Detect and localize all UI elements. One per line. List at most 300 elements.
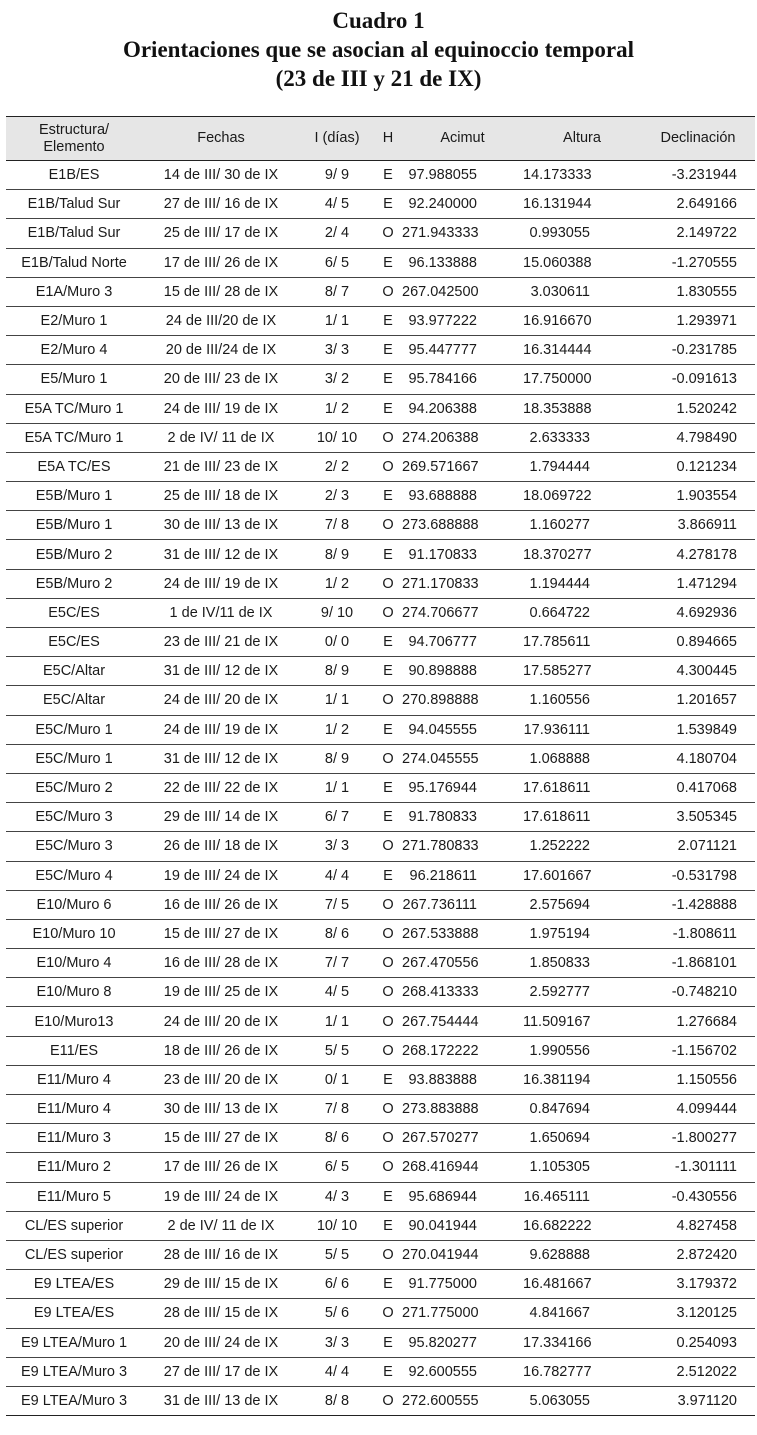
- table-row: [6, 540, 755, 569]
- cell-estructura: E5B/Muro 1: [6, 511, 142, 540]
- cell-acimut: 93.688888: [402, 482, 523, 511]
- cell-fechas: 24 de III/20 de IX: [142, 306, 300, 335]
- table-row: [6, 248, 755, 277]
- cell-acimut: 270.041944: [402, 1240, 523, 1269]
- cell-estructura: E5/Muro 1: [6, 365, 142, 394]
- cell-horizonte: E: [374, 1211, 402, 1240]
- table-row: [6, 744, 755, 773]
- cell-declinacion: -0.430556: [641, 1182, 755, 1211]
- cell-estructura: CL/ES superior: [6, 1240, 142, 1269]
- table-row: [6, 1065, 755, 1094]
- cell-acimut: 267.736111: [402, 890, 523, 919]
- cell-fechas: 18 de III/ 26 de IX: [142, 1036, 300, 1065]
- cell-fechas: 23 de III/ 20 de IX: [142, 1065, 300, 1094]
- table-row: [6, 452, 755, 481]
- cell-acimut: 93.883888: [402, 1065, 523, 1094]
- cell-declinacion: 1.903554: [641, 482, 755, 511]
- cell-intervalo: 8/ 9: [300, 744, 374, 773]
- cell-fechas: 16 de III/ 28 de IX: [142, 949, 300, 978]
- cell-estructura: E5A TC/Muro 1: [6, 394, 142, 423]
- cell-estructura: CL/ES superior: [6, 1211, 142, 1240]
- cell-declinacion: 1.201657: [641, 686, 755, 715]
- table-header: [6, 117, 755, 161]
- cell-estructura: E5B/Muro 2: [6, 569, 142, 598]
- cell-intervalo: 6/ 5: [300, 1153, 374, 1182]
- cell-declinacion: 1.471294: [641, 569, 755, 598]
- cell-altura: 0.847694: [523, 1095, 641, 1124]
- cell-altura: 1.194444: [523, 569, 641, 598]
- cell-horizonte: E: [374, 190, 402, 219]
- table-row: [6, 832, 755, 861]
- cell-declinacion: -0.531798: [641, 861, 755, 890]
- cell-estructura: E2/Muro 4: [6, 336, 142, 365]
- cell-altura: 1.975194: [523, 919, 641, 948]
- cell-acimut: 95.447777: [402, 336, 523, 365]
- cell-declinacion: -3.231944: [641, 161, 755, 190]
- table-row: [6, 1328, 755, 1357]
- table-row: [6, 657, 755, 686]
- cell-estructura: E10/Muro 6: [6, 890, 142, 919]
- cell-acimut: 95.176944: [402, 773, 523, 802]
- table-row: [6, 978, 755, 1007]
- cell-fechas: 21 de III/ 23 de IX: [142, 452, 300, 481]
- caption-title: Orientaciones que se asocian al equinoccio temporal: [122, 37, 635, 62]
- cell-acimut: 92.600555: [402, 1357, 523, 1386]
- cell-declinacion: 3.120125: [641, 1299, 755, 1328]
- cell-altura: 16.682222: [523, 1211, 641, 1240]
- cell-altura: 5.063055: [523, 1386, 641, 1415]
- cell-acimut: 271.170833: [402, 569, 523, 598]
- cell-estructura: E2/Muro 1: [6, 306, 142, 335]
- header-horizonte: H: [374, 117, 402, 161]
- cell-fechas: 20 de III/ 24 de IX: [142, 1328, 300, 1357]
- cell-altura: 1.252222: [523, 832, 641, 861]
- table-row: [6, 715, 755, 744]
- cell-fechas: 31 de III/ 12 de IX: [142, 540, 300, 569]
- cell-fechas: 20 de III/24 de IX: [142, 336, 300, 365]
- table-row: [6, 482, 755, 511]
- cell-estructura: E11/ES: [6, 1036, 142, 1065]
- cell-estructura: E5C/Muro 3: [6, 832, 142, 861]
- cell-acimut: 91.775000: [402, 1270, 523, 1299]
- cell-fechas: 16 de III/ 26 de IX: [142, 890, 300, 919]
- cell-intervalo: 4/ 3: [300, 1182, 374, 1211]
- cell-intervalo: 8/ 6: [300, 1124, 374, 1153]
- cell-fechas: 19 de III/ 24 de IX: [142, 1182, 300, 1211]
- table-row: [6, 1386, 755, 1415]
- cell-horizonte: E: [374, 803, 402, 832]
- cell-declinacion: 0.894665: [641, 628, 755, 657]
- cell-estructura: E5C/Muro 3: [6, 803, 142, 832]
- cell-horizonte: O: [374, 890, 402, 919]
- cell-altura: 18.370277: [523, 540, 641, 569]
- cell-intervalo: 7/ 5: [300, 890, 374, 919]
- cell-intervalo: 7/ 8: [300, 511, 374, 540]
- cell-intervalo: 1/ 1: [300, 686, 374, 715]
- cell-fechas: 1 de IV/11 de IX: [142, 598, 300, 627]
- cell-intervalo: 8/ 8: [300, 1386, 374, 1415]
- header-fechas: Fechas: [142, 117, 300, 161]
- cell-fechas: 14 de III/ 30 de IX: [142, 161, 300, 190]
- cell-altura: 3.030611: [523, 277, 641, 306]
- table-row: [6, 919, 755, 948]
- cell-acimut: 273.883888: [402, 1095, 523, 1124]
- cell-acimut: 271.943333: [402, 219, 523, 248]
- table-row: [6, 190, 755, 219]
- cell-declinacion: 4.278178: [641, 540, 755, 569]
- table-row: [6, 803, 755, 832]
- cell-intervalo: 9/ 9: [300, 161, 374, 190]
- cell-estructura: E5B/Muro 2: [6, 540, 142, 569]
- cell-acimut: 271.775000: [402, 1299, 523, 1328]
- caption-subtitle: (23 de III y 21 de IX): [275, 66, 482, 91]
- cell-horizonte: E: [374, 1270, 402, 1299]
- cell-acimut: 95.784166: [402, 365, 523, 394]
- cell-horizonte: O: [374, 423, 402, 452]
- cell-horizonte: E: [374, 248, 402, 277]
- cell-acimut: 95.686944: [402, 1182, 523, 1211]
- cell-altura: 1.105305: [523, 1153, 641, 1182]
- cell-altura: 4.841667: [523, 1299, 641, 1328]
- cell-acimut: 272.600555: [402, 1386, 523, 1415]
- cell-intervalo: 7/ 7: [300, 949, 374, 978]
- cell-intervalo: 10/ 10: [300, 423, 374, 452]
- table-row: [6, 365, 755, 394]
- cell-intervalo: 4/ 5: [300, 978, 374, 1007]
- cell-fechas: 30 de III/ 13 de IX: [142, 511, 300, 540]
- cell-altura: 1.160556: [523, 686, 641, 715]
- cell-horizonte: E: [374, 1357, 402, 1386]
- cell-acimut: 267.570277: [402, 1124, 523, 1153]
- cell-horizonte: O: [374, 949, 402, 978]
- cell-estructura: E11/Muro 4: [6, 1065, 142, 1094]
- cell-fechas: 19 de III/ 25 de IX: [142, 978, 300, 1007]
- cell-altura: 0.993055: [523, 219, 641, 248]
- cell-intervalo: 1/ 1: [300, 773, 374, 802]
- table-row: [6, 598, 755, 627]
- cell-fechas: 17 de III/ 26 de IX: [142, 248, 300, 277]
- cell-horizonte: O: [374, 919, 402, 948]
- cell-acimut: 95.820277: [402, 1328, 523, 1357]
- cell-altura: 17.750000: [523, 365, 641, 394]
- cell-acimut: 267.042500: [402, 277, 523, 306]
- cell-fechas: 17 de III/ 26 de IX: [142, 1153, 300, 1182]
- table-row: [6, 219, 755, 248]
- cell-intervalo: 6/ 6: [300, 1270, 374, 1299]
- cell-intervalo: 3/ 2: [300, 365, 374, 394]
- cell-acimut: 96.218611: [402, 861, 523, 890]
- cell-horizonte: E: [374, 306, 402, 335]
- table-row: [6, 277, 755, 306]
- cell-intervalo: 1/ 1: [300, 306, 374, 335]
- cell-acimut: 271.780833: [402, 832, 523, 861]
- cell-declinacion: 1.830555: [641, 277, 755, 306]
- table-row: [6, 336, 755, 365]
- cell-altura: 17.936111: [523, 715, 641, 744]
- cell-intervalo: 3/ 3: [300, 1328, 374, 1357]
- cell-fechas: 27 de III/ 16 de IX: [142, 190, 300, 219]
- cell-intervalo: 4/ 4: [300, 861, 374, 890]
- cell-fechas: 28 de III/ 16 de IX: [142, 1240, 300, 1269]
- cell-declinacion: 2.071121: [641, 832, 755, 861]
- table-row: [6, 423, 755, 452]
- cell-declinacion: 2.512022: [641, 1357, 755, 1386]
- cell-declinacion: 1.539849: [641, 715, 755, 744]
- cell-estructura: E1B/Talud Norte: [6, 248, 142, 277]
- cell-horizonte: O: [374, 978, 402, 1007]
- cell-estructura: E5C/Muro 2: [6, 773, 142, 802]
- cell-fechas: 24 de III/ 20 de IX: [142, 686, 300, 715]
- cell-estructura: E9 LTEA/Muro 3: [6, 1357, 142, 1386]
- orientations-table: [6, 116, 755, 1416]
- cell-declinacion: 4.692936: [641, 598, 755, 627]
- cell-estructura: E11/Muro 2: [6, 1153, 142, 1182]
- cell-altura: 16.131944: [523, 190, 641, 219]
- cell-intervalo: 3/ 3: [300, 336, 374, 365]
- cell-altura: 16.381194: [523, 1065, 641, 1094]
- cell-acimut: 92.240000: [402, 190, 523, 219]
- cell-intervalo: 5/ 6: [300, 1299, 374, 1328]
- cell-acimut: 274.706677: [402, 598, 523, 627]
- cell-intervalo: 8/ 7: [300, 277, 374, 306]
- cell-fechas: 19 de III/ 24 de IX: [142, 861, 300, 890]
- cell-acimut: 268.172222: [402, 1036, 523, 1065]
- cell-intervalo: 0/ 0: [300, 628, 374, 657]
- cell-horizonte: O: [374, 686, 402, 715]
- table-row: [6, 1036, 755, 1065]
- table-row: [6, 569, 755, 598]
- cell-declinacion: 0.121234: [641, 452, 755, 481]
- cell-estructura: E5C/Muro 4: [6, 861, 142, 890]
- cell-altura: 18.353888: [523, 394, 641, 423]
- cell-declinacion: 4.300445: [641, 657, 755, 686]
- table-row: [6, 773, 755, 802]
- cell-horizonte: O: [374, 1036, 402, 1065]
- cell-altura: 16.465111: [523, 1182, 641, 1211]
- table-row: [6, 1153, 755, 1182]
- cell-declinacion: -0.091613: [641, 365, 755, 394]
- cell-estructura: E5C/Muro 1: [6, 715, 142, 744]
- cell-declinacion: -1.800277: [641, 1124, 755, 1153]
- cell-altura: 1.160277: [523, 511, 641, 540]
- cell-acimut: 273.688888: [402, 511, 523, 540]
- cell-horizonte: O: [374, 1386, 402, 1415]
- table-row: [6, 1007, 755, 1036]
- cell-horizonte: O: [374, 1153, 402, 1182]
- cell-fechas: 31 de III/ 12 de IX: [142, 657, 300, 686]
- cell-altura: 0.664722: [523, 598, 641, 627]
- table-caption: [0, 0, 757, 116]
- cell-estructura: E5C/Muro 1: [6, 744, 142, 773]
- cell-horizonte: O: [374, 452, 402, 481]
- cell-estructura: E11/Muro 3: [6, 1124, 142, 1153]
- cell-intervalo: 1/ 2: [300, 394, 374, 423]
- cell-declinacion: -1.270555: [641, 248, 755, 277]
- cell-declinacion: -1.808611: [641, 919, 755, 948]
- cell-horizonte: O: [374, 277, 402, 306]
- cell-altura: 11.509167: [523, 1007, 641, 1036]
- cell-altura: 1.650694: [523, 1124, 641, 1153]
- cell-intervalo: 3/ 3: [300, 832, 374, 861]
- cell-fechas: 24 de III/ 19 de IX: [142, 394, 300, 423]
- cell-declinacion: 3.866911: [641, 511, 755, 540]
- cell-altura: 16.782777: [523, 1357, 641, 1386]
- cell-fechas: 29 de III/ 14 de IX: [142, 803, 300, 832]
- cell-declinacion: 3.505345: [641, 803, 755, 832]
- cell-fechas: 20 de III/ 23 de IX: [142, 365, 300, 394]
- cell-horizonte: E: [374, 540, 402, 569]
- cell-estructura: E10/Muro13: [6, 1007, 142, 1036]
- cell-intervalo: 2/ 2: [300, 452, 374, 481]
- cell-estructura: E5C/ES: [6, 628, 142, 657]
- cell-horizonte: E: [374, 365, 402, 394]
- table-row: [6, 306, 755, 335]
- cell-horizonte: O: [374, 1240, 402, 1269]
- cell-fechas: 25 de III/ 18 de IX: [142, 482, 300, 511]
- table-row: [6, 1095, 755, 1124]
- cell-horizonte: E: [374, 482, 402, 511]
- table-row: [6, 861, 755, 890]
- cell-acimut: 94.045555: [402, 715, 523, 744]
- header-row: [6, 117, 755, 161]
- cell-intervalo: 6/ 7: [300, 803, 374, 832]
- cell-declinacion: 1.150556: [641, 1065, 755, 1094]
- cell-acimut: 94.206388: [402, 394, 523, 423]
- cell-altura: 9.628888: [523, 1240, 641, 1269]
- cell-acimut: 91.780833: [402, 803, 523, 832]
- cell-altura: 17.785611: [523, 628, 641, 657]
- cell-altura: 17.601667: [523, 861, 641, 890]
- cell-intervalo: 7/ 8: [300, 1095, 374, 1124]
- cell-intervalo: 10/ 10: [300, 1211, 374, 1240]
- table-row: [6, 949, 755, 978]
- table-row: [6, 628, 755, 657]
- cell-intervalo: 1/ 1: [300, 1007, 374, 1036]
- cell-declinacion: 4.827458: [641, 1211, 755, 1240]
- cell-altura: 16.481667: [523, 1270, 641, 1299]
- table-row: [6, 890, 755, 919]
- cell-horizonte: E: [374, 715, 402, 744]
- cell-altura: 16.314444: [523, 336, 641, 365]
- cell-fechas: 31 de III/ 13 de IX: [142, 1386, 300, 1415]
- caption-number: Cuadro 1: [332, 8, 425, 33]
- cell-acimut: 268.413333: [402, 978, 523, 1007]
- cell-acimut: 267.470556: [402, 949, 523, 978]
- cell-acimut: 94.706777: [402, 628, 523, 657]
- cell-declinacion: 4.798490: [641, 423, 755, 452]
- cell-fechas: 31 de III/ 12 de IX: [142, 744, 300, 773]
- cell-fechas: 24 de III/ 20 de IX: [142, 1007, 300, 1036]
- cell-declinacion: 2.649166: [641, 190, 755, 219]
- cell-horizonte: E: [374, 336, 402, 365]
- cell-acimut: 97.988055: [402, 161, 523, 190]
- cell-estructura: E5A TC/ES: [6, 452, 142, 481]
- header-intervalo: I (días): [300, 117, 374, 161]
- table-row: [6, 1182, 755, 1211]
- cell-intervalo: 8/ 9: [300, 540, 374, 569]
- header-estructura: Estructura/ Elemento: [6, 117, 142, 161]
- cell-altura: 16.916670: [523, 306, 641, 335]
- cell-estructura: E9 LTEA/Muro 1: [6, 1328, 142, 1357]
- table-row: [6, 161, 755, 190]
- cell-acimut: 93.977222: [402, 306, 523, 335]
- cell-intervalo: 1/ 2: [300, 569, 374, 598]
- table-row: [6, 511, 755, 540]
- cell-horizonte: E: [374, 394, 402, 423]
- cell-estructura: E5C/Altar: [6, 686, 142, 715]
- cell-horizonte: O: [374, 219, 402, 248]
- cell-horizonte: E: [374, 1328, 402, 1357]
- cell-intervalo: 5/ 5: [300, 1036, 374, 1065]
- table-row: [6, 1299, 755, 1328]
- cell-declinacion: 4.180704: [641, 744, 755, 773]
- cell-estructura: E9 LTEA/ES: [6, 1299, 142, 1328]
- cell-intervalo: 1/ 2: [300, 715, 374, 744]
- cell-intervalo: 5/ 5: [300, 1240, 374, 1269]
- cell-intervalo: 6/ 5: [300, 248, 374, 277]
- cell-intervalo: 2/ 4: [300, 219, 374, 248]
- cell-declinacion: -1.156702: [641, 1036, 755, 1065]
- cell-estructura: E1B/Talud Sur: [6, 219, 142, 248]
- cell-declinacion: 1.520242: [641, 394, 755, 423]
- cell-horizonte: O: [374, 832, 402, 861]
- cell-intervalo: 2/ 3: [300, 482, 374, 511]
- cell-horizonte: E: [374, 657, 402, 686]
- cell-horizonte: O: [374, 744, 402, 773]
- cell-altura: 18.069722: [523, 482, 641, 511]
- cell-acimut: 90.041944: [402, 1211, 523, 1240]
- cell-fechas: 27 de III/ 17 de IX: [142, 1357, 300, 1386]
- cell-altura: 2.592777: [523, 978, 641, 1007]
- cell-fechas: 24 de III/ 19 de IX: [142, 715, 300, 744]
- cell-declinacion: -1.868101: [641, 949, 755, 978]
- cell-estructura: E5C/ES: [6, 598, 142, 627]
- cell-horizonte: E: [374, 1182, 402, 1211]
- cell-intervalo: 4/ 5: [300, 190, 374, 219]
- cell-declinacion: 0.254093: [641, 1328, 755, 1357]
- cell-acimut: 274.045555: [402, 744, 523, 773]
- cell-declinacion: -1.301111: [641, 1153, 755, 1182]
- cell-altura: 1.794444: [523, 452, 641, 481]
- cell-fechas: 2 de IV/ 11 de IX: [142, 1211, 300, 1240]
- cell-fechas: 24 de III/ 19 de IX: [142, 569, 300, 598]
- cell-declinacion: -0.748210: [641, 978, 755, 1007]
- cell-altura: 2.633333: [523, 423, 641, 452]
- cell-acimut: 96.133888: [402, 248, 523, 277]
- cell-fechas: 2 de IV/ 11 de IX: [142, 423, 300, 452]
- cell-horizonte: O: [374, 1299, 402, 1328]
- table-row: [6, 686, 755, 715]
- cell-fechas: 25 de III/ 17 de IX: [142, 219, 300, 248]
- cell-acimut: 90.898888: [402, 657, 523, 686]
- cell-fechas: 29 de III/ 15 de IX: [142, 1270, 300, 1299]
- cell-altura: 17.585277: [523, 657, 641, 686]
- header-declinacion: Declinación: [641, 117, 755, 161]
- cell-intervalo: 4/ 4: [300, 1357, 374, 1386]
- table-row: [6, 1211, 755, 1240]
- cell-fechas: 26 de III/ 18 de IX: [142, 832, 300, 861]
- cell-horizonte: E: [374, 628, 402, 657]
- cell-acimut: 267.754444: [402, 1007, 523, 1036]
- cell-declinacion: 3.179372: [641, 1270, 755, 1299]
- cell-fechas: 23 de III/ 21 de IX: [142, 628, 300, 657]
- cell-estructura: E11/Muro 4: [6, 1095, 142, 1124]
- cell-horizonte: O: [374, 1095, 402, 1124]
- cell-estructura: E10/Muro 4: [6, 949, 142, 978]
- cell-declinacion: 0.417068: [641, 773, 755, 802]
- cell-altura: 17.334166: [523, 1328, 641, 1357]
- cell-declinacion: 3.971120: [641, 1386, 755, 1415]
